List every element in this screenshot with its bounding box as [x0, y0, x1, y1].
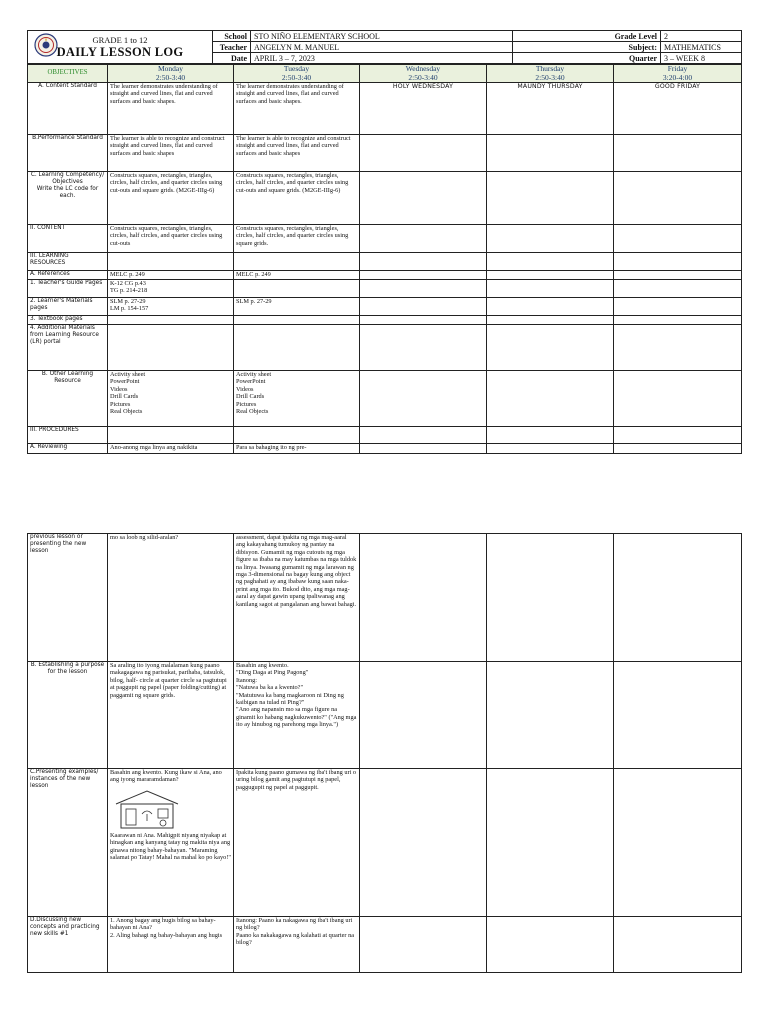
row-label: B. Establishing a purpose for the lesson: [28, 662, 108, 769]
table-row: [28, 83, 742, 135]
table-cell: Constructs squares, rectangles, triangles, circles, half circles, and quarter circles using cut-outs and square grids. (M2GE-IIIg-6): [234, 172, 360, 225]
table-cell: Constructs squares, rectangles, triangles, circles, half circles, and quarter circles using square grids.: [234, 225, 360, 253]
school-label: School: [213, 31, 251, 42]
row-label: 3. Textbook pages: [28, 316, 108, 325]
table-cell: Ano-anong mga linya ang nakikita: [108, 444, 234, 454]
table-cell: Itanong: Paano ka nakagawa ng iba't ibang uri ng bilog? Paano ka nakakagawa ng kalahati at quarter na bilog?: [234, 917, 360, 973]
table-cell: Activity sheet PowerPoint Videos Drill Cards Pictures Real Objects: [234, 371, 360, 427]
day-header-wednesday: Wednesday 2:50-3:40: [360, 65, 487, 83]
quarter-value: 3 – WEEK 8: [661, 53, 742, 64]
quarter-label: Quarter: [513, 53, 661, 64]
table-cell: Ipakita kung paano gumawa ng iba't ibang uri o uring bilog gamit ang pagtutupi ng papel, paggugupit ng papel at paggupit.: [234, 769, 360, 917]
page-one: [27, 30, 741, 454]
presenting-prompt: Basahin ang kwento. Kung ikaw si Ana, ano ang iyong mararamdaman?: [110, 769, 222, 784]
day-header-thursday: Thursday 2:50-3:40: [487, 65, 614, 83]
document-title: DAILY LESSON LOG: [56, 45, 184, 59]
table-row: [28, 271, 742, 280]
row-label: C.Presenting examples/ instances of the new lesson: [28, 769, 108, 917]
table-row: [28, 316, 742, 325]
table-row: [28, 280, 742, 298]
table-row: [28, 135, 742, 172]
date-value: APRIL 3 – 7, 2023: [251, 53, 513, 64]
subject-label: Subject:: [513, 42, 661, 53]
holiday-wednesday: HOLY WEDNESDAY: [360, 83, 487, 135]
row-label: 2. Learner's Materials pages: [28, 298, 108, 316]
table-cell: [108, 769, 234, 917]
table-row: [28, 172, 742, 225]
holiday-thursday: MAUNDY THURSDAY: [487, 83, 614, 135]
table-row: [28, 371, 742, 427]
table-cell: mo sa loob ng silid-aralan?: [108, 534, 234, 662]
table-cell: Activity sheet PowerPoint Videos Drill Cards Pictures Real Objects: [108, 371, 234, 427]
table-row: [28, 253, 742, 271]
table-row: [28, 769, 742, 917]
day-header-monday: Monday 2:50-3:40: [108, 65, 234, 83]
page-two: [27, 533, 741, 973]
subject-value: MATHEMATICS: [661, 42, 742, 53]
row-label: A. References: [28, 271, 108, 280]
lesson-table-page-one: [27, 64, 742, 454]
row-label: II. CONTENT: [28, 225, 108, 253]
title-block: [28, 31, 213, 64]
table-cell: The learner is able to recognize and construct straight and curved lines, flat and curved surfaces and basic shapes: [234, 135, 360, 172]
table-cell: Basahin ang kwento. "Ding Daga at Ping Pagong" Itanong: "Natuwa ba ka a kwento?" "Matutuwa ka bang magkaroon ni Ding ng kaibigan na tulad ni Ping?" "Ano ang napansin mo sa mga figure na ginamit ko habang nagkukuwento?" ("Ang mga ito ay hinubog ng parehong mga linya."): [234, 662, 360, 769]
deped-seal-icon: [34, 33, 58, 57]
table-cell: The learner is able to recognize and construct straight and curved lines, flat and curved surfaces and basic shapes: [108, 135, 234, 172]
table-cell: MELC p. 249: [234, 271, 360, 280]
table-row: [28, 444, 742, 454]
grade-level-label: Grade Level: [513, 31, 661, 42]
table-cell: Sa araling ito iyong malalaman kung paano makagagawa ng parisukat, parihaba, tatsulok, bilog, half- circle at quarter circle sa pagtutupi at paggupit ng papel (paper folding/cutting) at paggamit ng square grids.: [108, 662, 234, 769]
row-label: B. Other Learning Resource: [28, 371, 108, 427]
birthday-story: Kaarawan ni Ana. Mahigpit niyang niyakap at hinagkan ang kanyang tatay ng makita niya ang ginawa nitong bahay-bahayan. "Maraming salamat po Tatay! Mahal na mahal ko po kayo!": [110, 831, 231, 862]
table-row: [28, 298, 742, 316]
row-label: previous lesson or presenting the new lesson: [28, 534, 108, 662]
table-cell: K-12 CG p.43 TG p. 214-218: [108, 280, 234, 298]
day-header-tuesday: Tuesday 2:50-3:40: [234, 65, 360, 83]
table-cell: The learner demonstrates understanding of straight and curved lines, flat and curved surfaces and basic shapes.: [234, 83, 360, 135]
school-value: STO NIÑO ELEMENTARY SCHOOL: [251, 31, 513, 42]
lesson-table-page-two: [27, 533, 742, 973]
teacher-value: ANGELYN M. MANUEL: [251, 42, 513, 53]
table-cell: 1. Anong bagay ang hugis bilog sa bahay-bahayan ni Ana? 2. Aling bahagi ng bahay-bahayan ang hugis: [108, 917, 234, 973]
table-cell: The learner demonstrates understanding of straight and curved lines, flat and curved surfaces and basic shapes.: [108, 83, 234, 135]
date-label: Date: [213, 53, 251, 64]
row-label: III. LEARNING RESOURCES: [28, 253, 108, 271]
table-cell: Para sa bahaging ito ng pre-: [234, 444, 360, 454]
table-row: [28, 325, 742, 371]
header-table: [27, 30, 742, 64]
row-label: III. PROCEDURES: [28, 427, 108, 444]
table-cell: SLM p. 27-29 LM p. 154-157: [108, 298, 234, 316]
row-label: A. Reviewing: [28, 444, 108, 454]
row-label: 4. Additional Materials from Learning Resource (LR) portal: [28, 325, 108, 371]
holiday-friday: GOOD FRIDAY: [614, 83, 742, 135]
grade-range: GRADE 1 to 12: [92, 35, 148, 45]
row-label: B.Performance Standard: [28, 135, 108, 172]
table-row: [28, 225, 742, 253]
row-label: A. Content Standard: [28, 83, 108, 135]
row-label: C. Learning Competency/ Objectives Write the LC code for each.: [28, 172, 108, 225]
table-row: [28, 534, 742, 662]
objectives-header: OBJECTIVES: [28, 65, 108, 83]
table-row: [28, 427, 742, 444]
table-cell: Constructs squares, rectangles, triangles, circles, half circles, and quarter circles using cut-outs: [108, 225, 234, 253]
table-cell: assessment, dapat ipakita ng mga mag-aaral ang kakayahang tumukoy ng pantay na dibisyon. Gumamit ng mga cutouts ng mga figure sa ibaba na may katumbas na mga tuldok na linya. Iwasang gumamit ng mga larawan ng mga 3-dimensional na bagay kung ang object ng paghahati ay ang ibabaw kung saan naka-print ang mga ito. Bukod dito, ang mga mag-aaral ay dapat gawin upang ipaliwanag ang kanilang sagot at pangalanan ang bawat bahagi.: [234, 534, 360, 662]
grade-level-value: 2: [661, 31, 742, 42]
table-cell: MELC p. 249: [108, 271, 234, 280]
table-row: [28, 662, 742, 769]
row-label: 1. Teacher's Guide Pages: [28, 280, 108, 298]
table-row: [28, 917, 742, 973]
table-cell: SLM p. 27-29: [234, 298, 360, 316]
row-label: D.Discussing new concepts and practicing new skills #1: [28, 917, 108, 973]
house-illustration: [112, 788, 182, 830]
table-cell: Constructs squares, rectangles, triangles, circles, half circles, and quarter circles using cut-outs and square grids. (M2GE-IIIg-6): [108, 172, 234, 225]
teacher-label: Teacher: [213, 42, 251, 53]
day-header-friday: Friday 3:20-4:00: [614, 65, 742, 83]
